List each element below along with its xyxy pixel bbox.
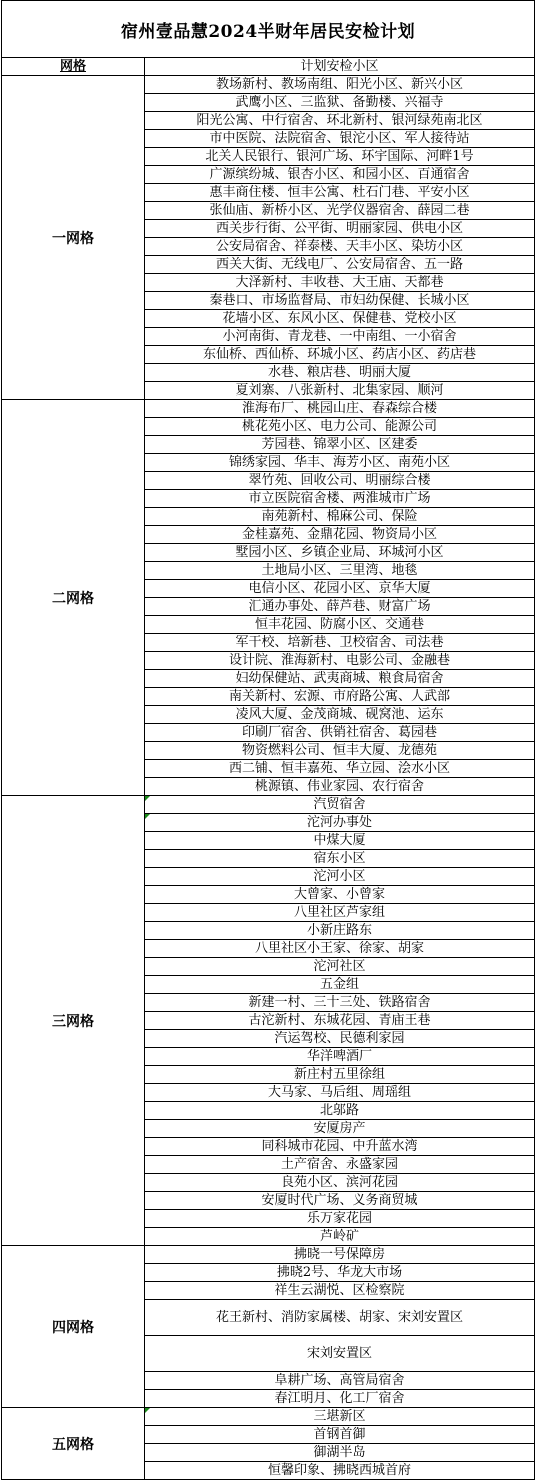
inspection-plan-table — [1, 0, 535, 1480]
community-list-cell: 北邬路 — [145, 1102, 535, 1120]
community-list-cell: 新庄村五里徐组 — [145, 1066, 535, 1084]
community-list-cell: 五金组 — [145, 976, 535, 994]
community-list-cell: 古沱新村、东城花园、青庙王巷 — [145, 1012, 535, 1030]
community-list-cell: 南苑新村、棉麻公司、保险 — [145, 508, 535, 526]
community-list-cell: 花王新村、消防家属楼、胡家、宋刘安置区 — [145, 1300, 535, 1336]
table-title: 宿州壹品慧2024半财年居民安检计划 — [2, 1, 535, 58]
table-row — [2, 76, 535, 94]
table-body — [2, 1, 535, 1480]
community-list-cell: 花墙小区、东风小区、保健巷、党校小区 — [145, 310, 535, 328]
community-list-cell: 电信小区、花园小区、京华大厦 — [145, 580, 535, 598]
community-list-cell: 夏刘寨、八张新村、北集家园、顺河 — [145, 382, 535, 400]
community-list-cell: 阳光公寓、中行宿舍、环北新村、银河绿苑南北区 — [145, 112, 535, 130]
community-list-cell: 北关人民银行、银河广场、环宇国际、河畔1号 — [145, 148, 535, 166]
community-list-cell: 春江明月、化工厂宿舍 — [145, 1390, 535, 1408]
community-list-cell: 桃花苑小区、电力公司、能源公司 — [145, 418, 535, 436]
community-list-cell: 御湖半岛 — [145, 1444, 535, 1462]
community-list-cell: 祥生云湖悦、区检察院 — [145, 1282, 535, 1300]
community-list-cell: 宿东小区 — [145, 850, 535, 868]
community-list-cell: 土地局小区、三里湾、地毯 — [145, 562, 535, 580]
community-list-cell: 印刷厂宿舍、供销社宿舍、葛园巷 — [145, 724, 535, 742]
community-list-cell: 新建一村、三十三处、铁路宿舍 — [145, 994, 535, 1012]
community-list-cell: 西关步行街、公平街、明丽家园、供电小区 — [145, 220, 535, 238]
community-list-cell: 凌风大厦、金茂商城、砚窝池、运东 — [145, 706, 535, 724]
grid-name-cell: 四网格 — [2, 1246, 145, 1408]
community-list-cell: 芦岭矿 — [145, 1228, 535, 1246]
community-list-cell: 南关新村、宏源、市府路公寓、人武部 — [145, 688, 535, 706]
community-list-cell: 物资燃料公司、恒丰大厦、龙德苑 — [145, 742, 535, 760]
community-list-cell: 三堪新区 — [145, 1408, 535, 1426]
community-list-cell: 乐万家花园 — [145, 1210, 535, 1228]
community-list-cell: 军干校、培新巷、卫校宿舍、司法巷 — [145, 634, 535, 652]
community-list-cell: 八里社区小王家、徐家、胡家 — [145, 940, 535, 958]
community-list-cell: 西关大街、无线电厂、公安局宿舍、五一路 — [145, 256, 535, 274]
community-list-cell: 东仙桥、西仙桥、环城小区、药店小区、药店巷 — [145, 346, 535, 364]
community-list-cell: 水巷、粮店巷、明丽大厦 — [145, 364, 535, 382]
community-list-cell: 市立医院宿舍楼、两淮城市广场 — [145, 490, 535, 508]
community-list-cell: 秦巷口、市场监督局、市妇幼保健、长城小区 — [145, 292, 535, 310]
community-list-cell: 大泽新村、丰收巷、大王庙、天都巷 — [145, 274, 535, 292]
community-list-cell: 安厦房产 — [145, 1120, 535, 1138]
community-list-cell: 汽运驾校、民德利家园 — [145, 1030, 535, 1048]
grid-name-cell: 三网格 — [2, 796, 145, 1246]
grid-name-cell: 五网格 — [2, 1408, 145, 1480]
community-list-cell: 沱河社区 — [145, 958, 535, 976]
community-list-cell: 张仙庙、新桥小区、光学仪器宿舍、薛园二巷 — [145, 202, 535, 220]
header-grid: 网格 — [2, 58, 145, 76]
community-list-cell: 首钢首御 — [145, 1426, 535, 1444]
community-list-cell: 金桂嘉苑、金鼎花园、物资局小区 — [145, 526, 535, 544]
community-list-cell: 淮海布厂、桃园山庄、春森综合楼 — [145, 400, 535, 418]
community-list-cell: 华洋啤酒厂 — [145, 1048, 535, 1066]
community-list-cell: 芳园巷、锦翠小区、区建委 — [145, 436, 535, 454]
table-row — [2, 1408, 535, 1426]
table-row — [2, 400, 535, 418]
community-list-cell: 宋刘安置区 — [145, 1336, 535, 1372]
header-plan: 计划安检小区 — [145, 58, 535, 76]
community-list-cell: 恒馨印象、拂晓西城首府 — [145, 1462, 535, 1480]
community-list-cell: 恒丰花园、防腐小区、交通巷 — [145, 616, 535, 634]
community-list-cell: 八里社区芦家组 — [145, 904, 535, 922]
community-list-cell: 小新庄路东 — [145, 922, 535, 940]
community-list-cell: 广源缤纷城、银杏小区、和园小区、百通宿舍 — [145, 166, 535, 184]
community-list-cell: 翠竹苑、回收公司、明丽综合楼 — [145, 472, 535, 490]
community-list-cell: 汇通办事处、薛芦巷、财富广场 — [145, 598, 535, 616]
table-row — [2, 1246, 535, 1264]
community-list-cell: 阜耕广场、高管局宿舍 — [145, 1372, 535, 1390]
community-list-cell: 公安局宿舍、祥泰楼、天丰小区、染坊小区 — [145, 238, 535, 256]
community-list-cell: 妇幼保健站、武夷商城、粮食局宿舍 — [145, 670, 535, 688]
community-list-cell: 汽贸宿舍 — [145, 796, 535, 814]
community-list-cell: 同科城市花园、中升蓝水湾 — [145, 1138, 535, 1156]
community-list-cell: 教场新村、教场南组、阳光小区、新兴小区 — [145, 76, 535, 94]
title-row — [2, 1, 535, 58]
community-list-cell: 土产宿舍、永盛家园 — [145, 1156, 535, 1174]
grid-name-cell: 一网格 — [2, 76, 145, 400]
community-list-cell: 大曾家、小曾家 — [145, 886, 535, 904]
community-list-cell: 安厦时代广场、义务商贸城 — [145, 1192, 535, 1210]
community-list-cell: 桃源镇、伟业家园、农行宿舍 — [145, 778, 535, 796]
community-list-cell: 拂晓一号保障房 — [145, 1246, 535, 1264]
community-list-cell: 沱河小区 — [145, 868, 535, 886]
header-row — [2, 58, 535, 76]
community-list-cell: 良苑小区、滨河花园 — [145, 1174, 535, 1192]
community-list-cell: 西二铺、恒丰嘉苑、华立园、浍水小区 — [145, 760, 535, 778]
community-list-cell: 设计院、淮海新村、电影公司、金融巷 — [145, 652, 535, 670]
community-list-cell: 武鹰小区、三监狱、备勤楼、兴福寺 — [145, 94, 535, 112]
community-list-cell: 惠丰商住楼、恒丰公寓、杜石门巷、平安小区 — [145, 184, 535, 202]
community-list-cell: 拂晓2号、华龙大市场 — [145, 1264, 535, 1282]
table-row — [2, 796, 535, 814]
community-list-cell: 中煤大厦 — [145, 832, 535, 850]
community-list-cell: 墅园小区、乡镇企业局、环城河小区 — [145, 544, 535, 562]
community-list-cell: 大马家、马后组、周瑶组 — [145, 1084, 535, 1102]
community-list-cell: 锦绣家园、华丰、海芳小区、南苑小区 — [145, 454, 535, 472]
community-list-cell: 沱河办事处 — [145, 814, 535, 832]
grid-name-cell: 二网格 — [2, 400, 145, 796]
community-list-cell: 市中医院、法院宿舍、银沱小区、军人接待站 — [145, 130, 535, 148]
community-list-cell: 小河南街、青龙巷、一中南组、一小宿舍 — [145, 328, 535, 346]
